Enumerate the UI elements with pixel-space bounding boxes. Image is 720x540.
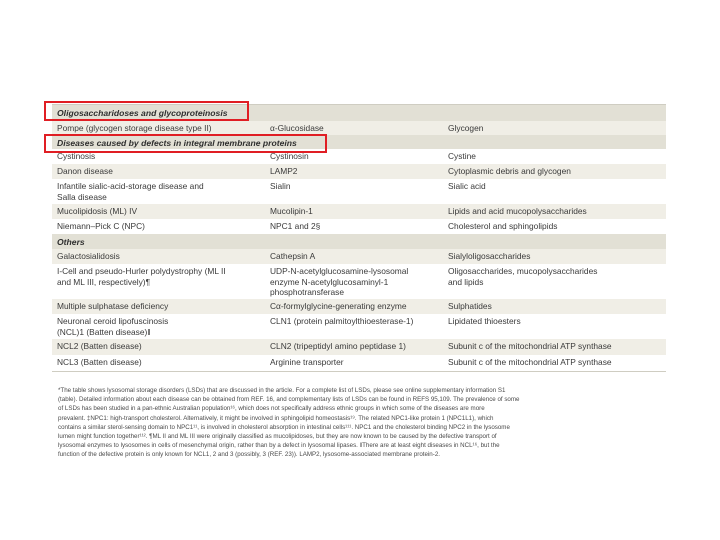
footnote-line: (table). Detailed information about each disease can be obtained from REF. 16, and complementary lists of LSDs can be found in REFS 95,109. The prevalence of some [58,396,520,404]
footnote-line: lumen might function together¹¹². ¶ML II and ML III were originally classified as mucolipidoses, but they are now known to be caused by the defective transport of [58,433,497,441]
substrate-cell: Cystine [448,151,476,161]
substrate-cell: Lipids and acid mucopolysaccharides [448,206,587,216]
disease-cell: Galactosialidosis [57,251,120,261]
defect-cell: Cα-formylglycine-generating enzyme [270,301,407,311]
disease-cell: Mucolipidosis (ML) IV [57,206,138,216]
disease-cell: Niemann–Pick C (NPC) [57,221,145,231]
substrate-cell: Subunit c of the mitochondrial ATP synthase [448,357,612,367]
defect-cell: UDP-N-acetylglucosamine-lysosomal enzyme N-acetylglucosaminyl-1 phosphotransferase [270,266,409,297]
substrate-cell: Sulphatides [448,301,492,311]
defect-cell: Mucolipin-1 [270,206,313,216]
table-row [52,164,666,179]
table-row [52,339,666,355]
table-footnote [58,386,666,460]
highlight-box-oligosaccharidoses [44,101,249,121]
substrate-cell: Cytoplasmic debris and glycogen [448,166,571,176]
defect-cell: Cystinosin [270,151,309,161]
disease-cell: Multiple sulphatase deficiency [57,301,169,311]
table-row [52,249,666,264]
highlight-box-membrane-proteins [44,134,327,153]
substrate-cell: Sialic acid [448,181,486,191]
defect-cell: NPC1 and 2§ [270,221,321,231]
table-row [52,355,666,371]
table-row [52,179,666,204]
defect-cell: α-Glucosidase [270,123,324,133]
table-row [52,264,666,299]
disease-cell: Cystinosis [57,151,96,161]
disease-cell: NCL3 (Batten disease) [57,357,142,367]
substrate-cell: Cholesterol and sphingolipids [448,221,558,231]
table-row [52,121,666,135]
table-row [52,314,666,339]
table-bottom-rule [52,371,666,372]
footnote-line: function of the defective protein is only known for NCL1, 2 and 3 (possibly, 3 (REF. 23)). LAMP2, lysosome-associated membrane protein-2. [58,451,440,459]
disease-cell: I-Cell and pseudo-Hurler polydystrophy (ML II and ML III, respectively)¶ [57,266,226,287]
disease-cell: Danon disease [57,166,113,176]
table-row [52,299,666,314]
footnote-line: lysosomal enzymes to lysosomes in cells of mesenchymal origin, rather than by a defect in lysosomal lipases. ‖There are at least eight diseases in NCL¹⁶, but the [58,442,500,450]
section-heading-others [52,234,666,249]
table-row [52,219,666,234]
footnote-line: contains a similar sterol-sensing domain to NPC1¹¹, is involved in cholesterol absorption in intestinal cells¹¹¹. NPC1 and the cholesterol binding NPC2 in the lysosome [58,423,510,431]
disease-cell: NCL2 (Batten disease) [57,341,142,351]
substrate-cell: Sialyloligosaccharides [448,251,531,261]
footnote-line: of LSDs has been studied in a pan-ethnic Australian population¹⁶, which does not specifically address ethnic groups in which some of the diseases are more [58,405,485,413]
substrate-cell: Subunit c of the mitochondrial ATP synthase [448,341,612,351]
defect-cell: Arginine transporter [270,357,344,367]
footnote-line: *The table shows lysosomal storage disorders (LSDs) that are discussed in the article. For a complete list of LSDs, please see online supplementary information S1 [58,387,506,394]
section-heading-label: Oligosaccharidoses and glycoproteinosis [57,108,228,118]
defect-cell: LAMP2 [270,166,298,176]
table-row [52,204,666,219]
defect-cell: Cathepsin A [270,251,316,261]
disease-cell: Neuronal ceroid lipofuscinosis (NCL)1 (Batten disease)‖ [57,316,169,337]
substrate-cell: Lipidated thioesters [448,316,521,326]
disease-cell: Infantile sialic-acid-storage disease and Salla disease [57,181,204,202]
defect-cell: Sialin [270,181,291,191]
defect-cell: CLN2 (tripeptidyl amino peptidase 1) [270,341,406,351]
footnote-line: prevalent. ‡NPC1: high-transport cholesterol. Alternatively, it might be involved in sphingolipid homeostasis¹⁹. The related NPC1-like protein 1 (NPC1L1), which [58,414,494,422]
section-heading-label: Diseases caused by defects in integral membrane proteins [57,138,297,148]
section-heading-label: Others [57,237,85,247]
substrate-cell: Glycogen [448,123,484,133]
substrate-cell: Oligosaccharides, mucopolysaccharides and lipids [448,266,598,287]
disease-cell: Pompe (glycogen storage disease type II) [57,123,212,133]
defect-cell: CLN1 (protein palmitoylthioesterase-1) [270,316,414,326]
